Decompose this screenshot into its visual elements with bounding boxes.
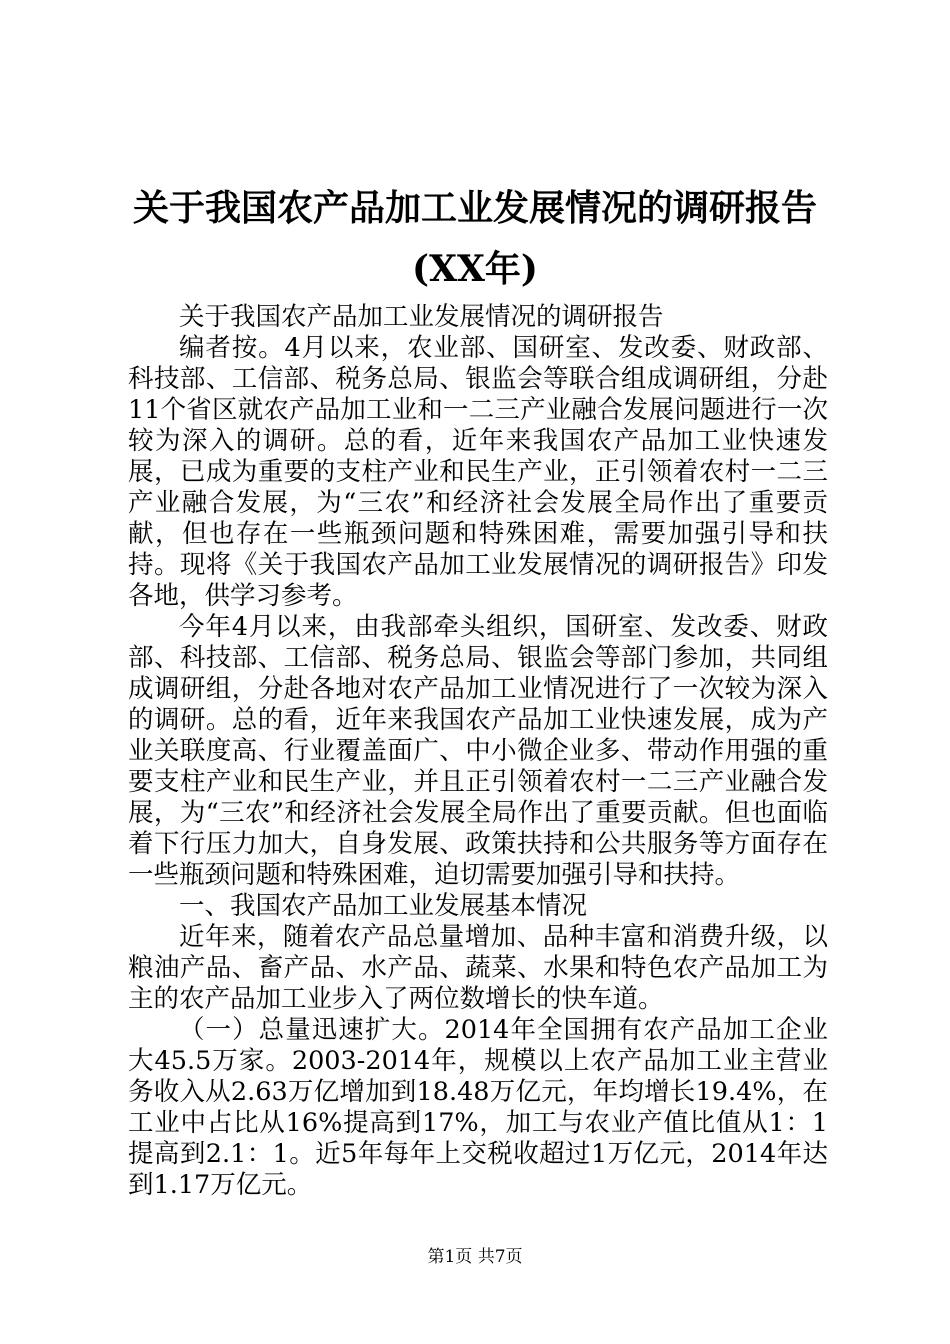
report-name-paragraph: 关于我国农产品加工业发展情况的调研报告: [179, 302, 664, 332]
section-heading: 一、我国农产品加工业发展基本情况: [179, 891, 588, 921]
section-intro-paragraph: 近年来，随着农产品总量增加、品种丰富和消费升级，以粮油产品、畜产品、水产品、蔬菜、水果和特色农产品加工为主的农产品加工业步入了两位数增长的快车道。: [128, 922, 828, 1014]
editor-note-paragraph: 编者按。4月以来，农业部、国研室、发改委、财政部、科技部、工信部、税务总局、银监会等联合组成调研组，分赴11个省区就农产品加工业和一二三产业融合发展问题进行一次较为深入的调研。总的看，近年来我国农产品加工业快速发展，已成为重要的支柱产业和民生产业，正引领着农村一二三产业融合发展，为“三农”和经济社会发展全局作出了重要贡献，但也存在一些瓶颈问题和特殊困难，需要加强引导和扶持。现将《关于我国农产品加工业发展情况的调研报告》印发各地，供学习参考。: [128, 333, 828, 611]
document-title-year: (XX年): [412, 248, 538, 290]
subsection-paragraph: （一）总量迅速扩大。2014年全国拥有农产品加工企业大45.5万家。2003-2014年，规模以上农产品加工业主营业务收入从2.63万亿增加到18.48万亿元，年均增长19.4%，在工业中占比从16%提高到17%，加工与农业产值比值从1：1提高到2.1：1。近5年每年上交税收超过1万亿元，2014年达到1.17万亿元。: [128, 1015, 828, 1200]
document-body: [128, 302, 828, 1201]
intro-paragraph: 今年4月以来，由我部牵头组织，国研室、发改委、财政部、科技部、工信部、税务总局、银监会等部门参加，共同组成调研组，分赴各地对农产品加工业情况进行了一次较为深入的调研。总的看，近年来我国农产品加工业快速发展，成为产业关联度高、行业覆盖面广、中小微企业多、带动作用强的重要支柱产业和民生产业，并且正引领着农村一二三产业融合发展，为“三农”和经济社会发展全局作出了重要贡献。但也面临着下行压力加大，自身发展、政策扶持和公共服务等方面存在一些瓶颈问题和特殊困难，迫切需要加强引导和扶持。: [128, 612, 828, 890]
page-number: 第1页 共7页: [427, 1247, 523, 1267]
document-title: 关于我国农产品加工业发展情况的调研报告: [132, 187, 817, 229]
